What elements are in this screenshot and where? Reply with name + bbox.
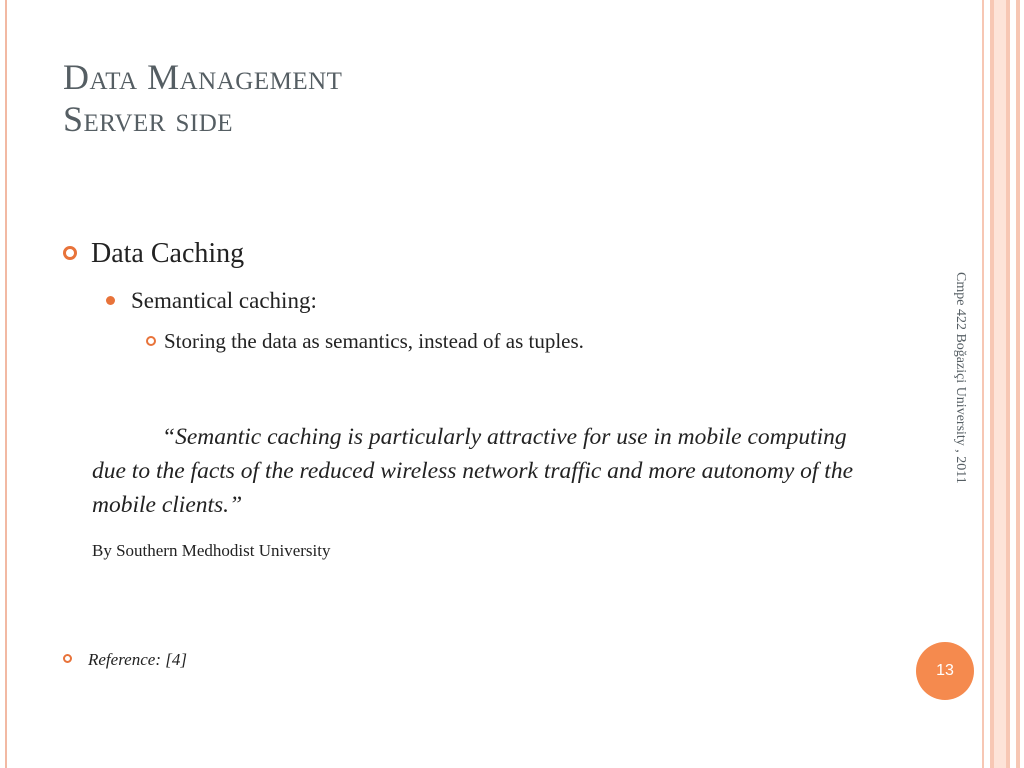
quote-byline: By Southern Medhodist University (92, 541, 331, 560)
page-number: 13 (936, 662, 954, 679)
ring-bullet-icon (63, 246, 77, 260)
bullet-level-3 (146, 329, 584, 354)
bullet-level-3-text: Storing the data as semantics, instead of as tuples. (164, 329, 584, 353)
quote-block (92, 420, 882, 522)
title-line-2: Server side (63, 99, 234, 139)
quote-open-mark: “ (162, 424, 176, 450)
bullet-level-2 (106, 288, 317, 314)
title-line-1: Data Management (63, 57, 343, 97)
quote-text: Semantic caching is particularly attractive for use in mobile computing due to the facts of the reduced wireless network traffic and more autonomy of the mobile clients. (92, 424, 854, 518)
bullet-level-2-text: Semantical caching: (131, 288, 317, 313)
reference-text: Reference: [4] (88, 650, 187, 669)
slide-title (63, 56, 342, 140)
ring-bullet-icon (63, 654, 72, 663)
quote-close-mark: ” (229, 492, 243, 518)
ring-bullet-icon (146, 336, 156, 346)
right-decorative-stripes (976, 0, 1024, 768)
page-number-badge (916, 642, 974, 700)
bullet-level-1 (63, 238, 244, 270)
side-footer-text: Cmpe 422 Boğaziçi University , 2011 (953, 272, 968, 484)
reference-line (63, 650, 187, 670)
bullet-level-1-text: Data Caching (91, 238, 245, 269)
left-border-line (5, 0, 7, 768)
dot-bullet-icon (106, 296, 115, 305)
